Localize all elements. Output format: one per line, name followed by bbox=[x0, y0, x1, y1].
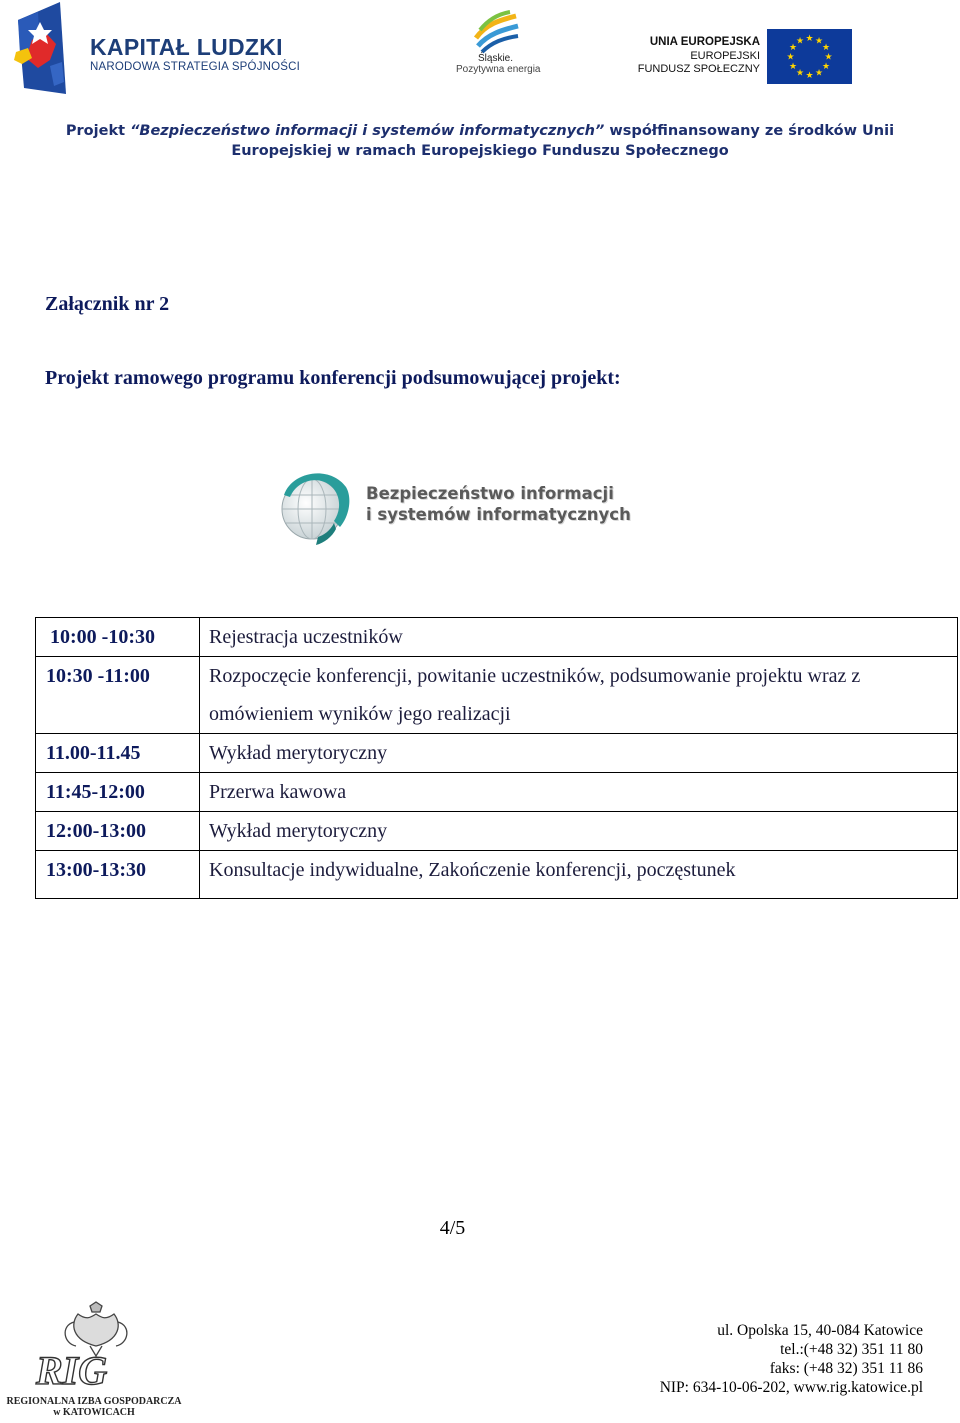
time-cell: 10:30 -11:00 bbox=[36, 657, 200, 734]
eu-text-block bbox=[638, 36, 760, 77]
description-cell: Wykład merytoryczny bbox=[200, 812, 958, 851]
table-row bbox=[36, 657, 958, 734]
svg-text:★: ★ bbox=[821, 43, 831, 53]
project-name: “Bezpieczeństwo informacji i systemów informatycznych” bbox=[130, 123, 605, 139]
project-logo-line-2: i systemów informatycznych bbox=[366, 505, 631, 524]
svg-text:★: ★ bbox=[795, 68, 805, 79]
table-row bbox=[36, 851, 958, 899]
table-row bbox=[36, 618, 958, 657]
time-cell: 11.00-11.45 bbox=[36, 734, 200, 773]
eu-line-3: FUNDUSZ SPOŁECZNY bbox=[637, 63, 760, 75]
description-cell: Przerwa kawowa bbox=[200, 773, 958, 812]
rig-name-line-2: w KATOWICACH bbox=[53, 1407, 135, 1418]
kapital-ludzki-subtitle: NARODOWA STRATEGIA SPÓJNOŚCI bbox=[90, 61, 301, 73]
page-number: 4/5 bbox=[439, 1217, 466, 1239]
svg-text:★: ★ bbox=[821, 62, 831, 72]
project-logo-line-1: Bezpieczeństwo informacji bbox=[366, 484, 614, 503]
eu-flag-icon bbox=[767, 29, 852, 84]
svg-text:★: ★ bbox=[805, 34, 814, 44]
table-row bbox=[36, 734, 958, 773]
slaskie-logo bbox=[470, 8, 522, 58]
svg-text:★: ★ bbox=[824, 52, 833, 63]
program-title: Projekt ramowego programu konferencji podsumowującej projekt: bbox=[45, 367, 621, 389]
svg-text:★: ★ bbox=[814, 68, 824, 79]
slaskie-tagline: Pozytywna energia bbox=[456, 64, 541, 75]
description-cell bbox=[200, 657, 958, 734]
slaskie-name: Śląskie. bbox=[478, 53, 514, 64]
time-cell: 13:00-13:30 bbox=[36, 851, 200, 899]
svg-text:★: ★ bbox=[795, 36, 805, 47]
time-cell: 10:00 -10:30 bbox=[36, 618, 200, 657]
page-header bbox=[0, 0, 960, 110]
description-cell: Konsultacje indywidualne, Zakończenie konferencji, poczęstunek bbox=[200, 851, 958, 899]
eu-line-2: EUROPEJSKI bbox=[690, 49, 760, 62]
description-line-2: omówieniem wyników jego realizacji bbox=[209, 703, 511, 725]
table-row bbox=[36, 812, 958, 851]
svg-text:RIG: RIG bbox=[36, 1348, 108, 1393]
eu-line-1: UNIA EUROPEJSKA bbox=[649, 36, 760, 48]
svg-text:★: ★ bbox=[788, 62, 798, 72]
description-line-1: Rozpoczęcie konferencji, powitanie uczestników, podsumowanie projektu wraz z bbox=[209, 665, 861, 687]
kapital-ludzki-logo bbox=[10, 2, 70, 97]
footer-nip-web: NIP: 634-10-06-202, www.rig.katowice.pl bbox=[659, 1379, 923, 1396]
time-cell: 11:45-12:00 bbox=[36, 773, 200, 812]
rig-organization-name bbox=[4, 1396, 184, 1418]
globe-icon bbox=[274, 465, 356, 547]
svg-text:★: ★ bbox=[814, 36, 824, 47]
attachment-label: Załącznik nr 2 bbox=[45, 293, 170, 315]
schedule-table bbox=[35, 617, 958, 899]
footer-address: ul. Opolska 15, 40-084 Katowice bbox=[717, 1322, 923, 1339]
footer-fax: faks: (+48 32) 351 11 86 bbox=[769, 1360, 923, 1377]
svg-text:★: ★ bbox=[788, 43, 798, 53]
project-prefix: Projekt bbox=[65, 123, 131, 139]
kapital-ludzki-title: KAPITAŁ LUDZKI bbox=[90, 34, 283, 60]
description-cell: Rejestracja uczestników bbox=[200, 618, 958, 657]
description-cell: Wykład merytoryczny bbox=[200, 734, 958, 773]
rig-logo bbox=[30, 1300, 160, 1395]
project-line1-suffix: współfinansowany ze środków Unii bbox=[604, 123, 895, 139]
rig-name-line-1: REGIONALNA IZBA GOSPODARCZA bbox=[6, 1396, 182, 1407]
footer-address-block bbox=[660, 1321, 923, 1397]
project-logo-text bbox=[366, 483, 631, 525]
table-row bbox=[36, 773, 958, 812]
project-line2: Europejskiej w ramach Europejskiego Funduszu Społecznego bbox=[231, 143, 729, 159]
project-banner bbox=[40, 121, 920, 161]
svg-text:★: ★ bbox=[786, 52, 795, 63]
svg-text:★: ★ bbox=[805, 71, 814, 81]
time-cell: 12:00-13:00 bbox=[36, 812, 200, 851]
footer-phone: tel.:(+48 32) 351 11 80 bbox=[780, 1341, 923, 1358]
